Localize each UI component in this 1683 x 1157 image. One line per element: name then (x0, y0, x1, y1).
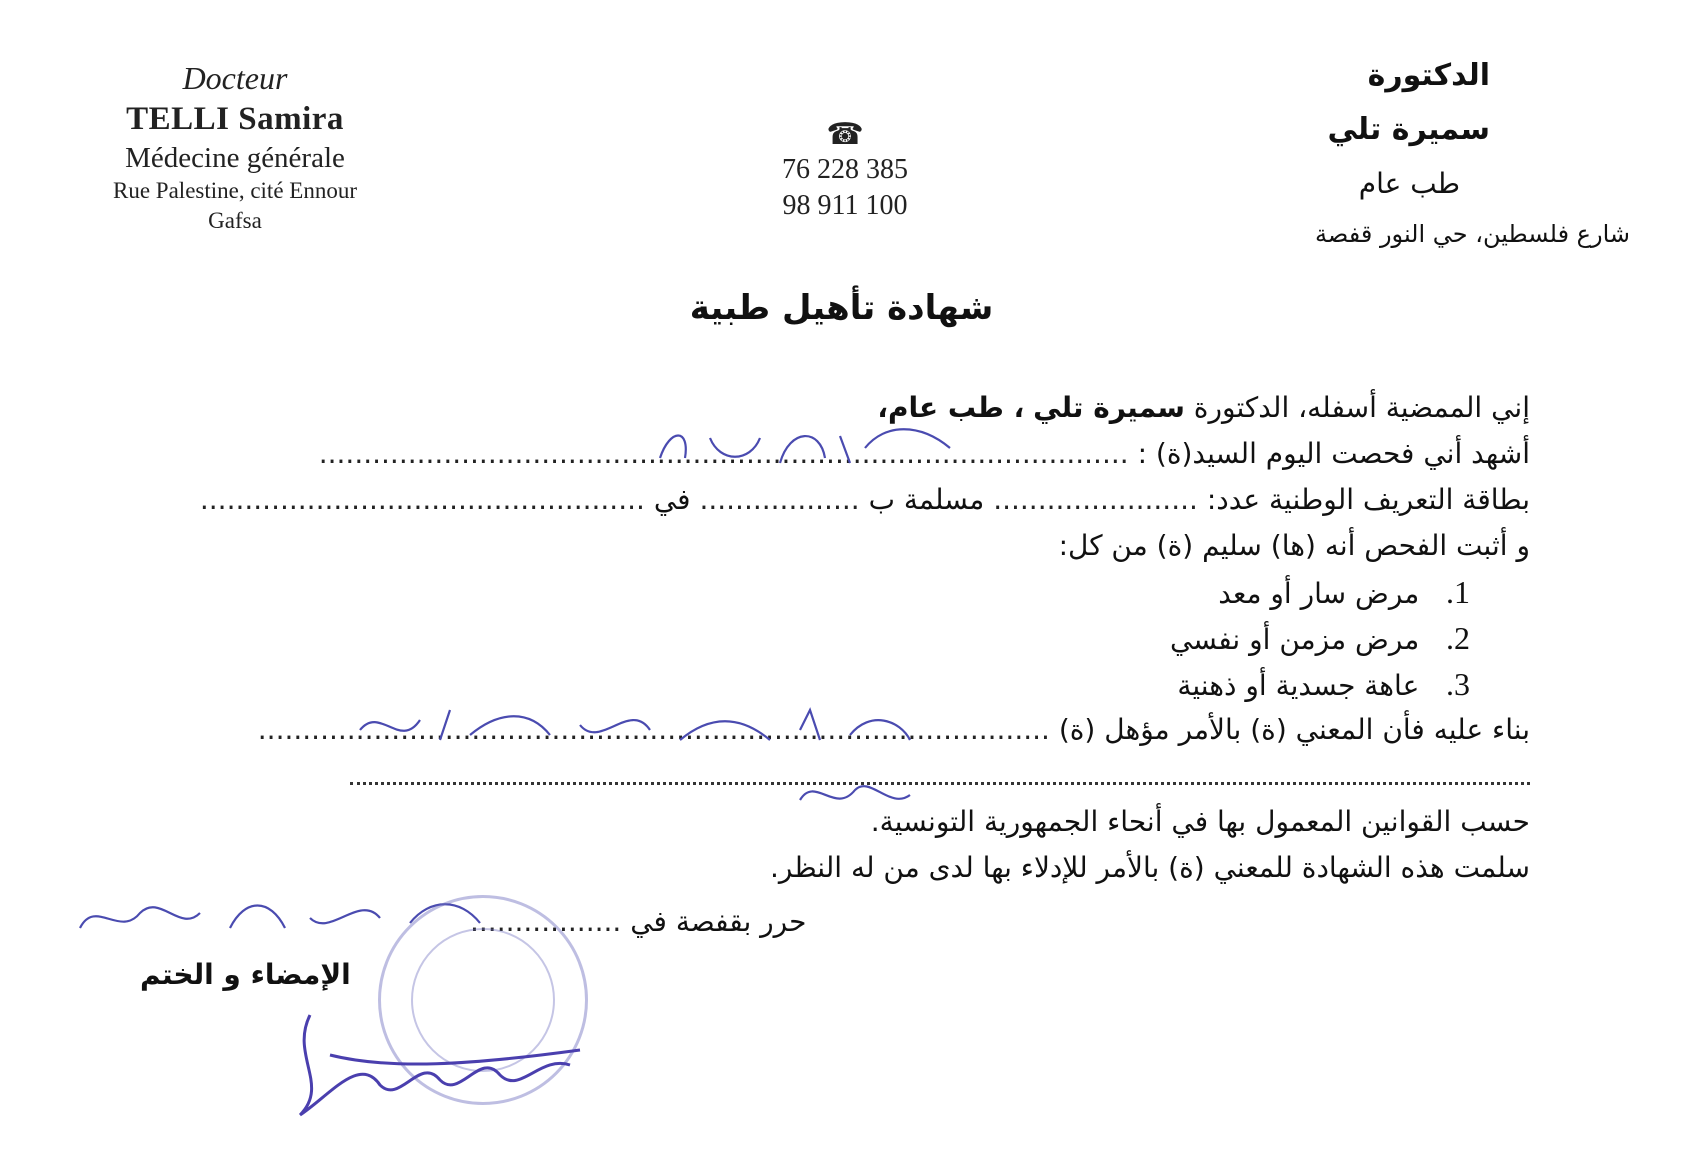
doctor-header-ar (1230, 48, 1630, 256)
handwriting-continued (795, 770, 915, 820)
doctor-signature (270, 995, 600, 1125)
list-text: مرض مزمن أو نفسي (1169, 623, 1420, 656)
exam-statement: و أثبت الفحص أنه (ها) سليم (ة) من كل: (1058, 529, 1530, 562)
patient-name-dots: ........................................................................................... (318, 437, 1129, 470)
phone-number-2: 98 911 100 (782, 190, 908, 221)
delivery-line: سلمت هذه الشهادة للمعني (ة) بالأمر للإدلاء بها لدى من له النظر. (769, 851, 1530, 884)
doctor-title-ar: الدكتورة (1367, 58, 1490, 93)
phone-block (735, 118, 955, 224)
qualification-dots: ......................................................................................... (257, 713, 1050, 746)
issued-on-label: في (653, 483, 691, 516)
issued-date-dots: .................................................. (199, 483, 645, 516)
list-number: 2. (1446, 620, 1470, 656)
doctor-specialty-fr: Médecine générale (125, 142, 345, 174)
signature-label: الإمضاء و الختم (140, 958, 351, 991)
issued-place-dots: .................. (699, 483, 860, 516)
handwriting-qualification (350, 700, 920, 760)
dotted-fill-line (350, 760, 1530, 785)
intro-doctor-name: سميرة تلي (1033, 391, 1185, 424)
list-number: 1. (1446, 574, 1470, 610)
id-card-label: بطاقة التعريف الوطنية عدد: (1206, 483, 1530, 516)
handwriting-patient-name (650, 418, 970, 480)
laws-line: حسب القوانين المعمول بها في أنحاء الجمهورية التونسية. (870, 805, 1530, 838)
patient-label: أشهد أني فحصت اليوم السيد(ة) : (1137, 437, 1530, 470)
doctor-name-ar: سميرة تلي (1327, 112, 1490, 147)
doctor-address-fr: Rue Palestine, cité Ennour (113, 178, 357, 203)
issued-by-label: مسلمة ب (868, 483, 985, 516)
telephone-icon: ☎ (826, 118, 864, 151)
intro-suffix: ، طب عام، (877, 391, 1025, 424)
doctor-city-fr: Gafsa (208, 208, 262, 233)
list-text: عاهة جسدية أو ذهنية (1177, 669, 1420, 702)
list-text: مرض سار أو معد (1218, 577, 1420, 610)
list-item (270, 569, 1530, 615)
doctor-specialty-ar: طب عام (1358, 167, 1460, 200)
id-number-dots: ....................... (993, 483, 1198, 516)
document-title: شهادة تأهيل طبية (689, 288, 994, 328)
list-item (270, 615, 1530, 661)
issued-at-dots: ................. (470, 905, 622, 938)
doctor-title-fr: Docteur (182, 60, 288, 96)
phone-number-1: 76 228 385 (782, 154, 908, 185)
doctor-name-fr: TELLI Samira (126, 101, 344, 137)
intro-prefix: إني الممضية أسفله، الدكتورة (1193, 391, 1530, 424)
doctor-address-ar: شارع فلسطين، حي النور قفصة (1315, 220, 1630, 248)
doctor-header-fr (70, 58, 400, 236)
list-number: 3. (1446, 666, 1470, 702)
id-card-line (199, 477, 1530, 523)
issued-at-label: حرر بقفصة في (630, 905, 807, 938)
qualification-label: بناء عليه فأن المعني (ة) بالأمر مؤهل (ة) (1058, 713, 1530, 746)
